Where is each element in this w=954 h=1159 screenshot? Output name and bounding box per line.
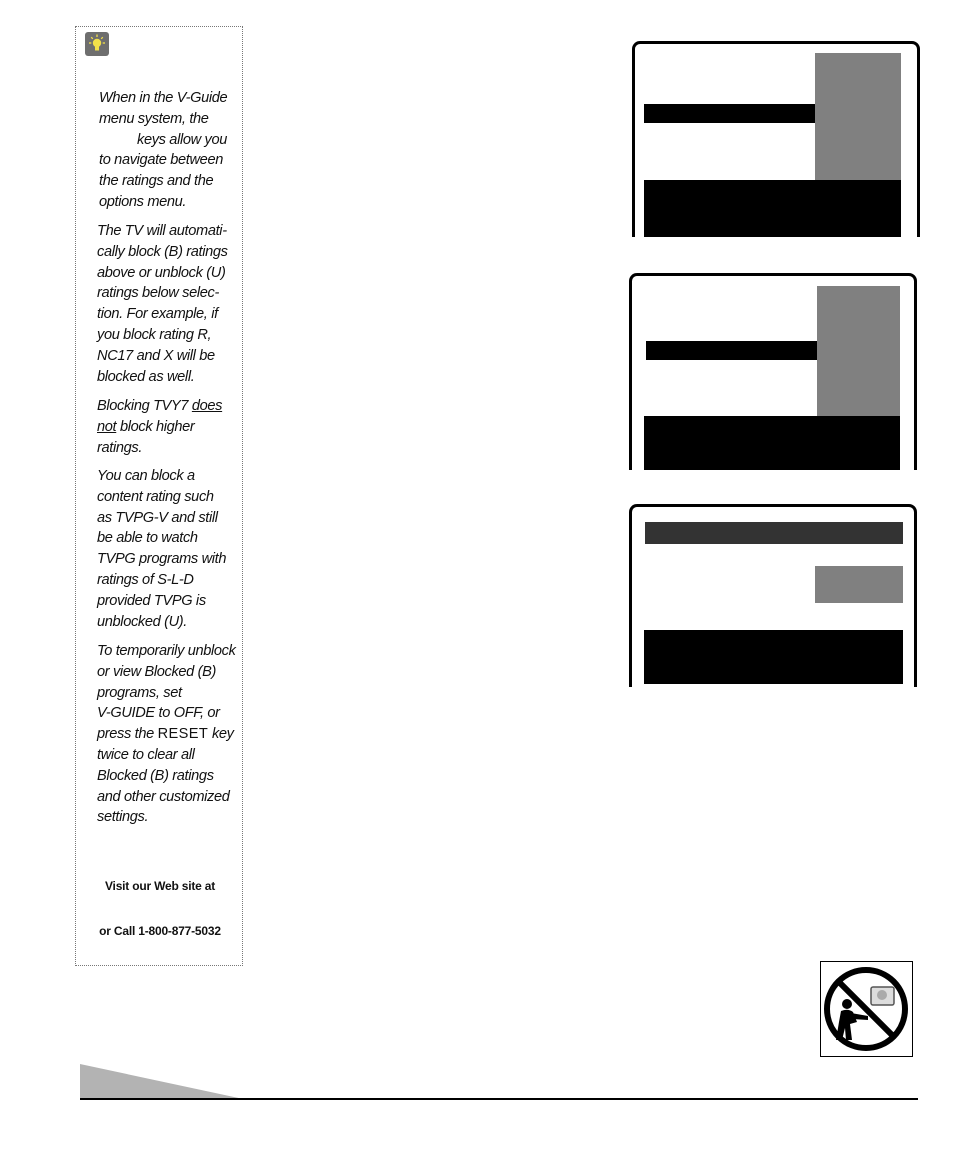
screen-help-area bbox=[644, 630, 903, 684]
tip-sidebar bbox=[75, 26, 243, 966]
tv-screen-options-menu bbox=[629, 504, 917, 687]
tip-line: TVPG programs with bbox=[97, 551, 227, 568]
screen-value-box bbox=[815, 566, 903, 603]
screen-help-area bbox=[644, 416, 900, 470]
tip-line: twice to clear all bbox=[97, 746, 195, 763]
tip-line: tion. For example, if bbox=[97, 306, 218, 323]
tip-line: When in the V-Guide bbox=[99, 90, 228, 106]
screen-help-area bbox=[644, 180, 901, 237]
website-label: Visit our Web site at bbox=[104, 879, 216, 893]
tip-text: key bbox=[208, 726, 234, 743]
tip-line: settings. bbox=[97, 809, 149, 826]
footer-rule bbox=[80, 1098, 918, 1100]
tip-line: blocked as well. bbox=[97, 368, 195, 385]
page-corner-tab bbox=[80, 1064, 250, 1100]
tip-line: To temporarily unblock bbox=[97, 643, 236, 659]
tip-text: press the bbox=[97, 726, 158, 743]
phone-label: or Call 1-800-877-5032 bbox=[99, 924, 221, 938]
tip-line: The TV will automati- bbox=[97, 223, 227, 239]
tip-line: ratings. bbox=[97, 439, 143, 456]
tip-line: be able to watch bbox=[97, 530, 198, 547]
tip-line: V-GUIDE to OFF, or bbox=[97, 705, 220, 722]
tip-line: you block rating R, bbox=[97, 326, 212, 343]
screen-gray-panel bbox=[815, 53, 901, 180]
reset-key-label: RESET bbox=[157, 726, 209, 743]
tip-line bbox=[97, 417, 237, 438]
tip-line bbox=[97, 396, 237, 417]
screen-highlight-bar bbox=[644, 104, 815, 123]
tip-unblock bbox=[97, 641, 237, 828]
tip-line: programs, set bbox=[97, 684, 182, 701]
tip-line: ratings of S-L-D bbox=[97, 571, 194, 588]
tip-line: as TVPG-V and still bbox=[97, 509, 218, 526]
lightbulb-icon bbox=[85, 32, 109, 56]
tip-line bbox=[97, 724, 237, 745]
tip-tvy7 bbox=[97, 396, 237, 458]
tip-underline: not bbox=[97, 418, 117, 435]
no-child-tv-icon bbox=[820, 961, 913, 1057]
tip-line: Blocked (B) ratings bbox=[97, 767, 214, 784]
tv-screen-ratings-menu bbox=[632, 41, 920, 237]
tip-line: or view Blocked (B) bbox=[97, 663, 217, 680]
tip-line: options menu. bbox=[99, 193, 187, 210]
tip-line: the ratings and the bbox=[99, 173, 214, 190]
tip-line: NC17 and X will be bbox=[97, 347, 215, 364]
tip-line: menu system, the bbox=[99, 110, 209, 127]
tip-line: above or unblock (U) bbox=[97, 264, 226, 281]
tip-line: provided TVPG is bbox=[97, 592, 206, 609]
screen-gray-panel bbox=[817, 286, 900, 418]
tip-line: cally block (B) ratings bbox=[97, 243, 228, 260]
tip-line: content rating such bbox=[97, 488, 214, 505]
tv-screen-content-menu bbox=[629, 273, 917, 470]
tip-content-rating bbox=[97, 466, 237, 632]
screen-highlight-bar bbox=[646, 341, 817, 360]
tip-navigation bbox=[99, 88, 239, 213]
tip-line: unblocked (U). bbox=[97, 613, 188, 630]
screen-title-bar bbox=[645, 522, 903, 544]
tip-auto-block bbox=[97, 221, 237, 387]
tip-line: to navigate between bbox=[99, 152, 223, 169]
tip-text: block higher bbox=[116, 418, 195, 435]
tip-underline: does bbox=[191, 398, 223, 414]
tip-line: keys allow you bbox=[137, 131, 228, 148]
tip-line: You can block a bbox=[97, 468, 195, 484]
tip-line: and other customized bbox=[97, 788, 230, 805]
tip-text: Blocking TVY7 bbox=[97, 398, 192, 414]
tip-line: ratings below selec- bbox=[97, 285, 219, 302]
